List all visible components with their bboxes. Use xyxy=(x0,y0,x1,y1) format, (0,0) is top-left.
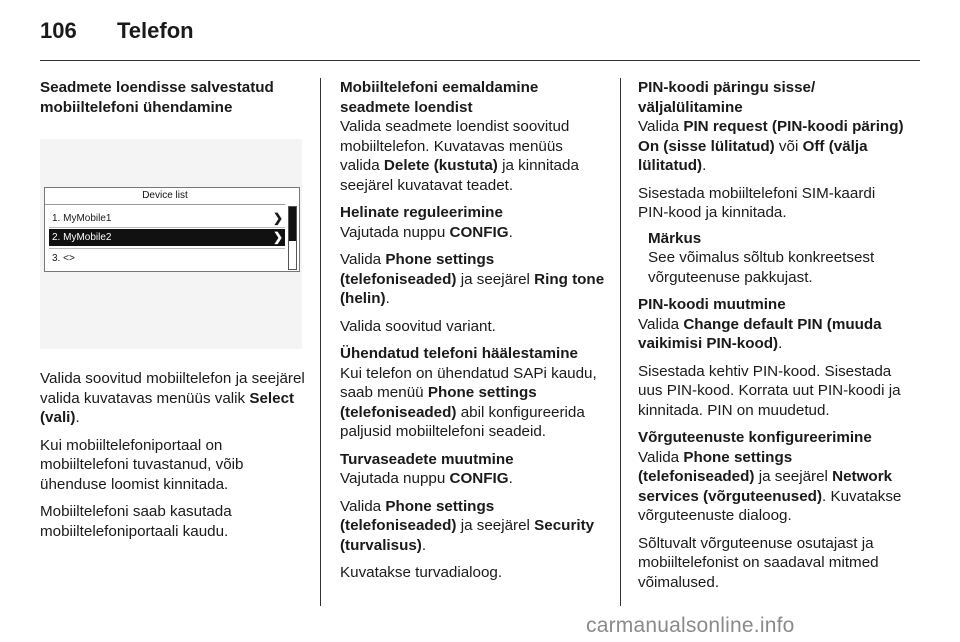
device-list-item[interactable] xyxy=(49,210,285,227)
paragraph: Sisestada mobiiltelefoni SIM-kaardi PIN-kood ja kinnitada. xyxy=(638,184,876,221)
section-heading: Ühendatud telefoni häälestamine xyxy=(340,345,578,362)
device-list-screenshot xyxy=(40,139,302,349)
paragraph: Sisestada kehtiv PIN-kood. Sisestada uus PIN-kood. Korrata uut PIN-koodi ja kinnitada. PIN on muudetud. xyxy=(638,362,901,419)
column-1 xyxy=(40,78,306,549)
paragraph: Kui mobiiltelefoniportaal on mobiiltelefoni tuvastanud, võib ühenduse loomist kinnitada. xyxy=(40,436,244,493)
scrollbar[interactable] xyxy=(288,206,297,270)
paragraph: Valida Phone settings (telefoniseaded) ja seejärel Network services (võrguteenused). Kuvatakse võrguteenuste dialoog. xyxy=(638,448,902,524)
device-list-item-label: 2. MyMobile2 xyxy=(52,232,112,243)
section-security xyxy=(340,450,606,583)
header-divider xyxy=(40,60,920,61)
chevron-right-icon: ❯ xyxy=(272,211,283,225)
note-title: Märkus xyxy=(648,229,702,247)
paragraph: Mobiiltelefoni saab kasutada mobiiltelefoniportaali kaudu. xyxy=(40,503,232,540)
paragraph: Valida soovitud variant. xyxy=(340,317,496,335)
column-2 xyxy=(340,78,606,591)
section-pin-change xyxy=(638,295,908,420)
page-header xyxy=(40,18,920,58)
section-remove-phone xyxy=(340,78,606,195)
section-heading: PIN-koodi muutmine xyxy=(638,296,786,313)
section-heading: Turvaseadete muutmine xyxy=(340,450,514,468)
device-list-item-selected[interactable] xyxy=(49,229,285,246)
section-heading: Võrguteenuste konfigureerimine xyxy=(638,429,872,446)
section-phone-setup xyxy=(340,344,606,442)
section-pin-request xyxy=(638,78,908,287)
divider xyxy=(49,227,285,228)
device-list-item-label: 1. MyMobile1 xyxy=(52,213,112,224)
paragraph: Kui telefon on ühendatud SAPi kaudu, saab menüü Phone settings (telefoniseaded) abil konfigureerida paljusid mobiiltelefoni seadeid. xyxy=(340,364,597,440)
note xyxy=(648,229,908,288)
section-heading: Helinate reguleerimine xyxy=(340,204,503,221)
device-list-panel xyxy=(44,187,300,272)
column-3 xyxy=(638,78,908,600)
paragraph: Valida Change default PIN (muuda vaikimisi PIN-kood). xyxy=(638,315,882,352)
section-network-services xyxy=(638,428,908,592)
paragraph: Sõltuvalt võrguteenuse osutajast ja mobiiltelefonist on saadaval mitmed võimalused. xyxy=(638,534,879,591)
scrollbar-thumb[interactable] xyxy=(289,207,296,241)
paragraph: Vajutada nuppu CONFIG. xyxy=(340,223,513,241)
device-list-item-label: 3. <> xyxy=(52,253,75,264)
paragraph: Vajutada nuppu CONFIG. xyxy=(340,470,513,487)
section-heading: PIN-koodi päringu sisse/ väljalülitamine xyxy=(638,79,816,116)
chevron-right-icon: ❯ xyxy=(272,230,283,244)
paragraph: Valida soovitud mobiiltelefon ja seejärel valida kuvatavas menüüs valik Select (vali). xyxy=(40,370,305,426)
paragraph: Kuvatakse turvadialoog. xyxy=(340,564,503,581)
paragraph: Valida PIN request (PIN-koodi päring) On (sisse lülitatud) või Off (välja lülitatud). xyxy=(638,118,904,174)
divider xyxy=(49,248,285,249)
section-heading: Seadmete loendisse salvestatud mobiiltelefoni ühendamine xyxy=(40,79,274,116)
page-number: 106 xyxy=(40,18,77,43)
paragraph: Valida Phone settings (telefoniseaded) ja seejärel Ring tone (helin). xyxy=(340,251,605,307)
section-ringtones xyxy=(340,203,606,336)
paragraph: Valida seadmete loendist soovitud mobiiltelefon. Kuvatavas menüüs valida Delete (kustuta) ja kinnitada seejärel kuvatavat teadet. xyxy=(340,118,579,194)
page-title: Telefon xyxy=(117,18,194,43)
device-list-title: Device list xyxy=(45,188,285,205)
note-text: See võimalus sõltub konkreetsest võrguteenuse pakkujast. xyxy=(648,249,875,286)
column-divider xyxy=(620,78,621,606)
device-list-item[interactable] xyxy=(49,250,285,267)
watermark: carmanualsonline.info xyxy=(586,614,795,637)
paragraph: Valida Phone settings (telefoniseaded) ja seejärel Security (turvalisus). xyxy=(340,497,595,554)
column-divider xyxy=(320,78,321,606)
section-heading: Mobiiltelefoni eemaldamine seadmete loendist xyxy=(340,79,539,116)
